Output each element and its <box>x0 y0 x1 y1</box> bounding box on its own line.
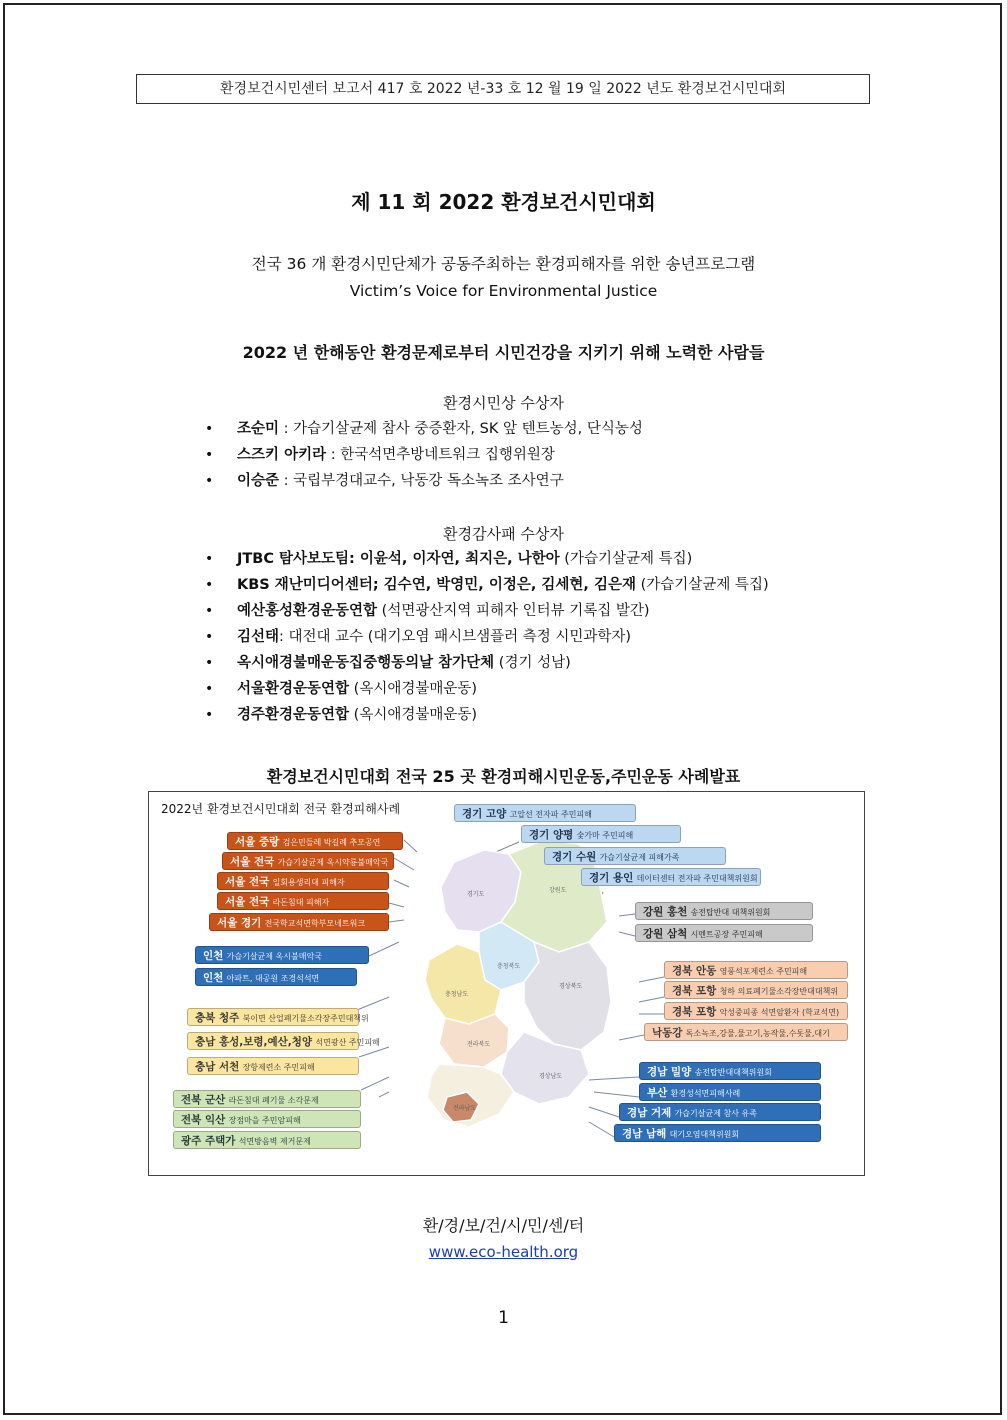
section-heading: 2022 년 한해동안 환경문제로부터 시민건강을 지키기 위해 노력한 사람들 <box>242 343 765 362</box>
callout-gangwon-samcheok: 강원 삼척 시멘트공장 주민피해 <box>635 924 813 942</box>
region-label: 충청남도 <box>445 991 469 998</box>
region-label: 경상남도 <box>539 1073 563 1080</box>
callout-gyeonggi-suwon: 경기 수원 가습기살균제 피해가족 <box>544 847 726 865</box>
callout-seoul-radon-bed: 서울 전국 라돈침대 피해자 <box>217 892 389 910</box>
callout-gyeongbuk-pohang-mesothelioma: 경북 포항 악성중피종 석면암환자 (학교석면) <box>664 1002 848 1020</box>
region-label: 강원도 <box>549 887 567 894</box>
callout-gyeongnam-geoje: 경남 거제 가습기살균제 참사 유족 <box>619 1103 821 1121</box>
awardee-name: 서울환경운동연합 <box>237 681 350 697</box>
organization-name: 환/경/보/건/시/민/센/터 <box>422 1216 585 1235</box>
korea-map-figure <box>148 791 865 1176</box>
awardee-desc: (경기 성남) <box>494 655 571 671</box>
callout-incheon-apartment: 인천 아파트, 대공원 조경석석면 <box>195 968 357 986</box>
awardee-desc: (옥시애경불매운동) <box>349 707 478 723</box>
page-number: 1 <box>498 1308 509 1328</box>
list-item <box>205 676 769 702</box>
awardee-name: 스즈키 아키라 <box>237 447 327 463</box>
page-title: 제 11 회 2022 환경보건시민대회 <box>351 190 656 214</box>
callout-chungnam-seocheon: 충남 서천 장항제련소 주민피해 <box>187 1057 359 1075</box>
list-item <box>205 442 643 468</box>
awardee-desc: (석면광산지역 피해자 인터뷰 기록집 발간) <box>377 603 650 619</box>
list-item <box>205 650 769 676</box>
callout-gyeongnam-namhae: 경남 남해 대기오염대책위원회 <box>614 1124 821 1142</box>
callout-seoul-jungnang: 서울 중랑 검은민들레 박길례 추모공연 <box>227 832 403 850</box>
callout-gyeongbuk-andong: 경북 안동 영풍석포제련소 주민피해 <box>664 961 848 979</box>
awardee-desc: : 가습기살균제 참사 중증환자, SK 앞 텐트농성, 단식농성 <box>279 421 643 437</box>
callout-seoul-sanitary-pad: 서울 전국 일회용생리대 피해자 <box>217 872 389 890</box>
region-label: 충청북도 <box>497 963 521 970</box>
awardee-desc: (가습기살균제 특집) <box>636 577 769 593</box>
map-heading: 환경보건시민대회 전국 25 곳 환경피해시민운동,주민운동 사례발표 <box>266 767 741 786</box>
report-header: 환경보건시민센터 보고서 417 호 2022 년-33 호 12 월 19 일 2022 년도 환경보건시민대회 <box>136 74 870 104</box>
region-label: 경기도 <box>467 891 485 898</box>
callout-jeonbuk-iksan: 전북 익산 장점마을 주민암피해 <box>173 1110 361 1128</box>
awardee-name: KBS 재난미디어센터; 김수연, 박영민, 이정은, 김세현, 김은재 <box>237 577 637 593</box>
awardee-desc: : 대전대 교수 (대기오염 패시브샘플러 측정 시민과학자) <box>279 629 632 645</box>
list-item <box>205 468 643 494</box>
awardee-desc: : 한국석면추방네트워크 집행위원장 <box>326 447 555 463</box>
subtitle: 전국 36 개 환경시민단체가 공동주최하는 환경피해자를 위한 송년프로그램 <box>251 255 756 273</box>
callout-gyeongbuk-pohang-waste: 경북 포항 청하 의료폐기물소각장반대대책위 <box>664 981 848 999</box>
awardee-name: 이승준 <box>237 473 280 489</box>
list-item <box>205 598 769 624</box>
callout-nakdong-river: 낙동강 독소녹조,강물,물고기,농작물,수돗물,대기 <box>644 1023 848 1041</box>
callout-gyeonggi-yongin: 경기 용인 데이터센터 전자파 주민대책위원회 <box>581 868 761 886</box>
callout-seoul-humidifier: 서울 전국 가습기살균제 옥시약룡불매악국 <box>222 852 394 870</box>
region-label: 전라북도 <box>467 1041 491 1048</box>
list-item <box>205 546 769 572</box>
awardee-name: 옥시애경불매운동집중행동의날 참가단체 <box>237 655 495 671</box>
appreciation-award-list <box>205 546 769 728</box>
awardee-name: 김선태 <box>237 629 280 645</box>
subtitle-english: Victim’s Voice for Environmental Justice <box>349 282 658 300</box>
list-item <box>205 702 769 728</box>
callout-chungnam-asbestos-mine: 충남 홍성,보령,예산,청양 석면광산 주민피해 <box>187 1032 359 1050</box>
awardee-desc: (가습기살균제 특집) <box>559 551 693 567</box>
callout-gwangju: 광주 주택가 석면방음벽 제거문제 <box>173 1131 361 1149</box>
award-category-citizen: 환경시민상 수상자 <box>443 394 564 412</box>
callout-chungbuk-cheongju: 충북 청주 북이면 산업폐기물소각장주민대책위 <box>187 1008 359 1026</box>
callout-gyeongnam-miryang: 경남 밀양 송전탑반대대책위원회 <box>639 1062 821 1080</box>
callout-jeonbuk-gunsan: 전북 군산 라돈침대 폐기물 소각문제 <box>173 1090 361 1108</box>
website-link-wrapper <box>0 1243 1007 1261</box>
callout-incheon-humidifier: 인천 가습기살균제 옥시불매악국 <box>195 946 369 964</box>
award-category-appreciation: 환경감사패 수상자 <box>443 525 564 543</box>
awardee-name: 경주환경운동연합 <box>237 707 350 723</box>
awardee-desc: (옥시애경불매운동) <box>349 681 478 697</box>
list-item <box>205 416 643 442</box>
region-label: 전라남도 <box>453 1105 477 1112</box>
map-title: 2022년 환경보건시민대회 전국 환경피해사례 <box>161 802 401 816</box>
callout-seoul-gyeonggi-asbestos: 서울 경기 전국학교석면학부모네트워크 <box>209 913 389 931</box>
list-item <box>205 572 769 598</box>
awardee-name: 예산홍성환경운동연합 <box>237 603 378 619</box>
website-link[interactable]: www.eco-health.org <box>428 1243 579 1261</box>
list-item <box>205 624 769 650</box>
callout-gyeonggi-goyang: 경기 고양 고압선 전자파 주민피해 <box>454 804 636 822</box>
callout-gyeonggi-yangpyeong: 경기 양평 숯가마 주민피해 <box>521 825 681 843</box>
citizen-award-list <box>205 416 643 494</box>
region-label: 경상북도 <box>559 983 583 990</box>
awardee-name: JTBC 탐사보도팀: 이윤석, 이자연, 최지은, 나한아 <box>237 551 560 567</box>
callout-busan: 부산 환경성석면피해사례 <box>639 1083 821 1101</box>
awardee-desc: : 국립부경대교수, 낙동강 독소녹조 조사연구 <box>279 473 564 489</box>
awardee-name: 조순미 <box>237 421 280 437</box>
callout-gangwon-hongcheon: 강원 홍천 송전탑반대 대책위원회 <box>635 902 813 920</box>
